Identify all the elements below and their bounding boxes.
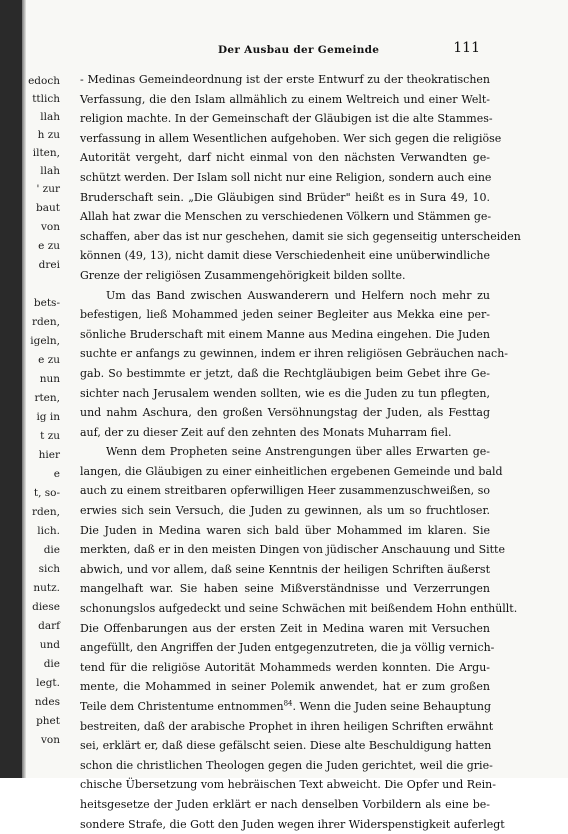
text-line-content: befestigen, ließ Mohammed jeden seiner Begleiter aus Mekka eine per- bbox=[80, 308, 490, 322]
previous-page-fragment: nutz. bbox=[33, 582, 60, 594]
previous-page-fragment: nun bbox=[39, 373, 60, 385]
text-line bbox=[80, 638, 495, 658]
previous-page-fragment: ttlich bbox=[32, 93, 60, 105]
text-line-content: - Medinas Gemeindeordnung ist der erste Entwurf zu der theokratischen bbox=[80, 73, 490, 86]
previous-page-fragment: e bbox=[53, 468, 60, 480]
running-header-title: Der Ausbau der Gemeinde bbox=[218, 44, 380, 56]
text-line bbox=[80, 266, 490, 286]
previous-page-fragment: ilten, bbox=[32, 147, 60, 159]
previous-page-fragment: drei bbox=[38, 259, 60, 271]
previous-page-fragment: e zu bbox=[38, 240, 60, 252]
text-line bbox=[80, 815, 505, 834]
footnote-reference: 84 bbox=[283, 699, 293, 708]
text-line bbox=[80, 90, 490, 110]
text-line-content: Verfassung, die den Islam allmählich zu einem Weltreich und einer Welt- bbox=[80, 92, 490, 106]
text-line-content: religion machte. In der Gemeinschaft der Gläubigen ist die alte Stammes- bbox=[80, 112, 493, 126]
text-line bbox=[80, 521, 490, 541]
text-line bbox=[80, 70, 490, 90]
text-line bbox=[80, 658, 490, 678]
text-line-content: schützt werden. Der Islam soll nicht nur eine Religion, sondern auch eine bbox=[80, 170, 492, 184]
previous-page-fragment: lich. bbox=[37, 525, 60, 537]
previous-page-fragment: t zu bbox=[40, 430, 60, 442]
text-line bbox=[80, 599, 518, 619]
text-line bbox=[80, 403, 490, 423]
text-line bbox=[80, 462, 503, 482]
previous-page-fragment: edoch bbox=[28, 75, 60, 87]
text-line-content: suchte er anfangs zu gewinnen, indem er ihren religiösen Gebräuchen nach- bbox=[80, 347, 509, 361]
previous-page-fragment: von bbox=[40, 221, 60, 233]
paragraph bbox=[80, 70, 521, 286]
text-line-content: schon die christlichen Theologen gegen die Juden gerichtet, weil die grie- bbox=[80, 758, 493, 772]
previous-page-fragment: die bbox=[43, 658, 60, 670]
text-line bbox=[80, 501, 490, 521]
text-line-content: erwies sich sein Versuch, die Juden zu gewinnen, als um so fruchtloser. bbox=[80, 504, 490, 518]
text-line bbox=[80, 286, 490, 306]
text-line bbox=[80, 442, 490, 462]
text-line-content: verfassung in allem Wesentlichen aufgehoben. Wer sich gegen die religiöse bbox=[80, 131, 502, 145]
body-text bbox=[80, 70, 521, 834]
previous-page-fragment: diese bbox=[32, 601, 60, 613]
text-line bbox=[80, 168, 490, 188]
previous-page-fragment: igeln, bbox=[30, 335, 60, 347]
text-line-content: Allah hat zwar die Menschen zu verschiedenen Völkern und Stämmen ge- bbox=[80, 210, 492, 224]
text-line-content: Die Offenbarungen aus der ersten Zeit in Medina waren mit Versuchen bbox=[80, 621, 490, 635]
text-line-content: können (49, 13), nicht damit diese Verschiedenheit eine unüberwindliche bbox=[80, 249, 490, 263]
previous-page-fragment: und bbox=[39, 639, 60, 651]
text-line bbox=[80, 423, 490, 443]
text-line-content: bestreiten, daß der arabische Prophet in ihren heiligen Schriften erwähnt bbox=[80, 719, 494, 733]
text-line bbox=[80, 384, 490, 404]
previous-page-fragment: bets- bbox=[33, 297, 60, 309]
text-line-content: sönliche Bruderschaft mit einem Manne aus Medina eingehen. Die Juden bbox=[80, 327, 490, 341]
text-line bbox=[80, 560, 490, 580]
text-line bbox=[80, 188, 490, 208]
paragraph bbox=[80, 442, 518, 834]
previous-page-fragment: ndes bbox=[34, 696, 60, 708]
previous-page-fragment: h zu bbox=[37, 129, 60, 141]
text-line bbox=[80, 736, 490, 756]
previous-page-fragment: legt. bbox=[36, 677, 60, 689]
previous-page-fragment: t, so- bbox=[33, 487, 60, 499]
text-line bbox=[80, 717, 494, 737]
previous-page-fragment: rten, bbox=[34, 392, 60, 404]
text-line-content: sichter nach Jerusalem wenden sollten, wie es die Juden zu tun pflegten, bbox=[80, 386, 490, 400]
text-line-content: sei, erklärt er, daß diese gefälscht seien. Diese alte Beschuldigung hatten bbox=[80, 739, 492, 753]
text-line-content: Autorität vergeht, darf nicht einmal von den nächsten Verwandten ge- bbox=[80, 151, 490, 165]
text-line-content: mente, die Mohammed in seiner Polemik anwendet, hat er zum großen bbox=[80, 680, 490, 694]
previous-page-fragment: darf bbox=[38, 620, 60, 632]
text-line bbox=[80, 540, 505, 560]
previous-page-fragment: hier bbox=[38, 449, 60, 461]
text-line bbox=[80, 677, 490, 697]
text-line-content: langen, die Gläubigen zu einer einheitlichen ergebenen Gemeinde und bald bbox=[80, 464, 503, 478]
page-number: 111 bbox=[453, 40, 480, 56]
previous-page-fragment: von bbox=[40, 734, 60, 746]
previous-page-fragment: baut bbox=[36, 202, 60, 214]
text-line-content: Teile dem Christentume entnommen bbox=[80, 700, 284, 713]
text-line bbox=[80, 795, 490, 815]
paragraph bbox=[80, 286, 509, 443]
book-page bbox=[80, 40, 521, 831]
text-line bbox=[80, 344, 509, 364]
text-line bbox=[80, 129, 502, 149]
text-line-content: chische Übersetzung vom hebräischen Text abweicht. Die Opfer und Rein- bbox=[80, 778, 496, 792]
text-line-content: . Wenn die Juden seine Behauptung bbox=[292, 700, 492, 713]
text-line bbox=[80, 305, 490, 325]
text-line-content: angefüllt, den Angriffen der Juden entgegenzutreten, die ja völlig vernich- bbox=[80, 641, 495, 655]
text-line bbox=[80, 697, 490, 717]
text-line-content: sondere Strafe, die Gott den Juden wegen ihrer Widerspenstigkeit auferlegt bbox=[80, 817, 505, 831]
text-line bbox=[80, 481, 490, 501]
previous-page-margin-fragments bbox=[26, 60, 60, 746]
previous-page-fragment: llah bbox=[40, 111, 60, 123]
book-gutter-shadow bbox=[0, 0, 22, 778]
text-line-content: und nahm Aschura, den großen Versöhnungstag der Juden, als Festtag bbox=[80, 406, 490, 420]
text-line bbox=[80, 619, 490, 639]
text-line-content: Wenn dem Propheten seine Anstrengungen über alles Erwarten ge- bbox=[106, 445, 490, 459]
text-line-content: Bruderschaft sein. „Die Gläubigen sind Brüder" heißt es in Sura 49, 10. bbox=[80, 190, 490, 204]
text-line-content: mangelhaft war. Sie haben seine Mißverständnisse und Verzerrungen bbox=[80, 582, 490, 596]
text-line bbox=[80, 148, 490, 168]
text-line bbox=[80, 246, 490, 266]
text-line bbox=[80, 227, 521, 247]
text-line-content: auf, der zu dieser Zeit auf den zehnten des Monats Muharram fiel. bbox=[80, 425, 452, 439]
previous-page-fragment: rden, bbox=[31, 316, 60, 328]
previous-page-fragment: die bbox=[43, 544, 60, 556]
text-line-content: schonungslos aufgedeckt und seine Schwächen mit beißendem Hohn enthüllt. bbox=[80, 602, 518, 616]
text-line-content: gab. So bestimmte er jetzt, daß die Rechtgläubigen beim Gebet ihre Ge- bbox=[80, 366, 490, 380]
text-line-content: tend für die religiöse Autorität Mohammeds werden konnten. Die Argu- bbox=[80, 660, 490, 674]
previous-page-fragment: phet bbox=[36, 715, 60, 727]
text-line-content: Grenze der religiösen Zusammengehörigkeit bilden sollte. bbox=[80, 268, 406, 282]
text-line bbox=[80, 364, 490, 384]
previous-page-fragment: llah bbox=[40, 165, 60, 177]
previous-page-fragment: sich bbox=[38, 563, 60, 575]
text-line bbox=[80, 109, 493, 129]
previous-page-fragment: rden, bbox=[31, 506, 60, 518]
text-line bbox=[80, 325, 490, 345]
text-line bbox=[80, 579, 490, 599]
text-line-content: Die Juden in Medina waren sich bald über Mohammed im klaren. Sie bbox=[80, 523, 490, 537]
previous-page-fragment: ' zur bbox=[36, 183, 60, 195]
previous-page-fragment: ig in bbox=[36, 411, 60, 423]
text-line-content: heitsgesetze der Juden erklärt er nach denselben Vorbildern als eine be- bbox=[80, 797, 490, 811]
text-line bbox=[80, 207, 490, 227]
previous-page-fragment: e zu bbox=[38, 354, 60, 366]
text-line-content: merkten, daß er in den meisten Dingen von jüdischer Anschauung und Sitte bbox=[80, 543, 505, 557]
text-line bbox=[80, 756, 493, 776]
text-line-content: schaffen, aber das ist nur geschehen, damit sie sich gegenseitig unterscheiden bbox=[80, 229, 521, 243]
text-line-content: abwich, und vor allem, daß seine Kenntnis der heiligen Schriften äußerst bbox=[80, 562, 490, 576]
text-line-content: Um das Band zwischen Auswanderern und Helfern noch mehr zu bbox=[106, 288, 490, 302]
running-header bbox=[80, 40, 490, 58]
text-line-content: auch zu einem streitbaren opferwilligen Heer zusammenzuschweißen, so bbox=[80, 484, 490, 498]
text-line bbox=[80, 775, 496, 795]
